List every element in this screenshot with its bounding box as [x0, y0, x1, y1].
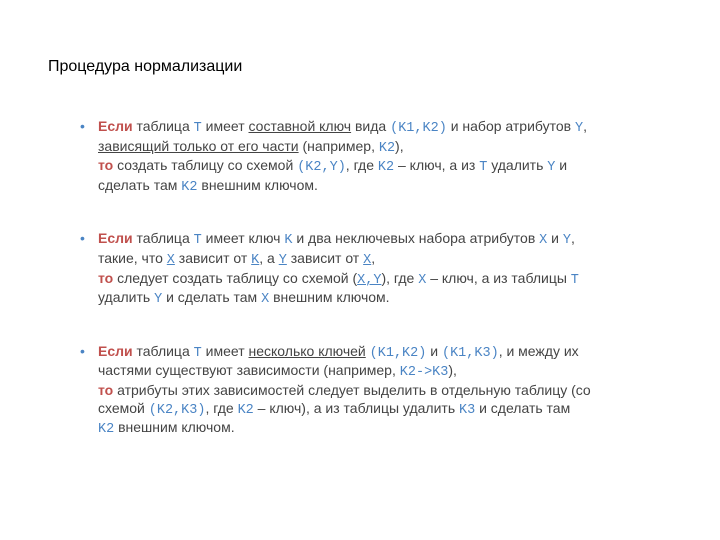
- text: (например,: [298, 137, 379, 154]
- keyword-then: то: [98, 381, 114, 398]
- code-schema: X,Y: [357, 272, 382, 288]
- bullet-2-line-2: [98, 250, 640, 270]
- code-table-name: T: [479, 160, 488, 176]
- bullet-dot: •: [80, 230, 85, 247]
- text: внешним ключом.: [114, 419, 235, 436]
- code-key: K: [251, 252, 260, 268]
- bullet-1-line-3: [98, 157, 640, 177]
- code-table-name: T: [193, 345, 202, 361]
- code-key: K: [284, 233, 293, 249]
- text: атрибуты этих зависимостей следует выделить в отдельную таблицу (со: [113, 381, 591, 398]
- bullet-3: [80, 343, 640, 439]
- keyword-then: то: [98, 157, 114, 174]
- text: и: [426, 342, 442, 359]
- bullet-2-line-3: [98, 270, 640, 290]
- underlined-term: зависящий только от его части: [98, 137, 299, 154]
- code-key: K2: [378, 140, 396, 156]
- text: ),: [395, 137, 404, 154]
- bullet-3-line-1: [98, 343, 640, 363]
- keyword-then: то: [98, 269, 114, 286]
- code-attribute: X: [166, 252, 175, 268]
- keyword-if: Если: [98, 342, 133, 359]
- text: , а: [259, 249, 279, 266]
- text: имеет: [201, 342, 249, 359]
- code-attribute: X: [539, 233, 548, 249]
- text: , где: [345, 157, 378, 174]
- text: таблица: [132, 230, 194, 247]
- bullet-1-line-2: [98, 138, 640, 158]
- underlined-term: несколько ключей: [248, 342, 366, 359]
- underlined-term: составной ключ: [248, 118, 352, 134]
- bullet-3-line-5: [98, 419, 640, 439]
- code-composite-key: (K1,K2): [390, 121, 447, 136]
- page-title: Процедура нормализации: [48, 58, 243, 75]
- text: внешним ключом.: [197, 176, 318, 193]
- text: – ключ, а из таблицы: [426, 269, 571, 286]
- code-key-pair: (K1,K3): [441, 345, 499, 361]
- code-attribute: Y: [154, 292, 163, 308]
- text: частями существуют зависимости (например,: [98, 362, 400, 379]
- code-key: K2: [237, 402, 254, 418]
- bullet-dot: •: [80, 342, 85, 359]
- bullet-list: [80, 118, 640, 439]
- text: ,: [371, 249, 376, 266]
- bullet-1-line-1: [98, 118, 640, 138]
- text: , и между их: [498, 342, 579, 359]
- text: схемой: [98, 399, 149, 416]
- bullet-2-line-1: [98, 230, 640, 250]
- text: вида: [351, 118, 391, 134]
- code-key-pair: (K1,K2): [369, 345, 427, 361]
- code-key: K2: [377, 160, 395, 176]
- text: внешним ключом.: [269, 289, 390, 306]
- bullet-1: [80, 118, 640, 196]
- text: и два неключевых набора атрибутов: [292, 230, 540, 247]
- text: зависит от: [174, 249, 252, 266]
- code-attribute: Y: [575, 121, 584, 136]
- text: удалить: [402, 399, 459, 416]
- text: удалить: [487, 157, 548, 174]
- text: таблица: [132, 118, 194, 134]
- keyword-if: Если: [98, 230, 133, 247]
- text: и сделать там: [475, 399, 571, 416]
- text: и: [555, 157, 568, 174]
- code-table-name: T: [193, 121, 202, 136]
- code-key: K2: [98, 422, 115, 438]
- code-table-name: T: [193, 233, 202, 249]
- code-key: K3: [459, 402, 476, 418]
- code-schema: (K2,K3): [148, 402, 206, 418]
- keyword-if: Если: [98, 118, 133, 134]
- code-table-name: T: [570, 272, 579, 288]
- text: зависит от: [286, 249, 364, 266]
- text: имеет: [201, 118, 249, 134]
- text: ,: [570, 230, 575, 247]
- bullet-dot: •: [80, 118, 85, 134]
- bullet-3-line-3: [98, 382, 640, 400]
- text: следует создать таблицу со схемой (: [113, 269, 358, 286]
- text: ),: [448, 362, 457, 379]
- text: такие, что: [98, 249, 167, 266]
- text: ,: [583, 118, 587, 134]
- text: сделать там: [98, 176, 182, 193]
- code-dependency: K2->K3: [399, 365, 449, 381]
- bullet-2-line-4: [98, 289, 640, 309]
- text: – ключ, а из: [394, 157, 480, 174]
- bullet-2: [80, 230, 640, 308]
- code-attribute: Y: [278, 252, 287, 268]
- text: , где: [205, 399, 238, 416]
- text: таблица: [132, 342, 194, 359]
- code-attribute: X: [363, 252, 372, 268]
- code-attribute: X: [261, 292, 270, 308]
- code-attribute: Y: [562, 233, 571, 249]
- bullet-3-line-4: [98, 400, 640, 420]
- text: удалить: [98, 289, 155, 306]
- text: создать таблицу со схемой: [113, 157, 298, 174]
- code-key: X: [418, 272, 427, 288]
- text: ), где: [381, 269, 419, 286]
- text: и: [547, 230, 563, 247]
- text: – ключ), а из таблицы: [253, 399, 403, 416]
- text: и сделать там: [162, 289, 262, 306]
- code-key: K2: [181, 179, 198, 195]
- code-attribute: Y: [547, 160, 556, 176]
- bullet-3-line-2: [98, 362, 640, 382]
- text: имеет ключ: [201, 230, 285, 247]
- text: и набор атрибутов: [446, 118, 575, 134]
- code-schema: (K2,Y): [297, 160, 346, 176]
- bullet-1-line-4: [98, 177, 640, 197]
